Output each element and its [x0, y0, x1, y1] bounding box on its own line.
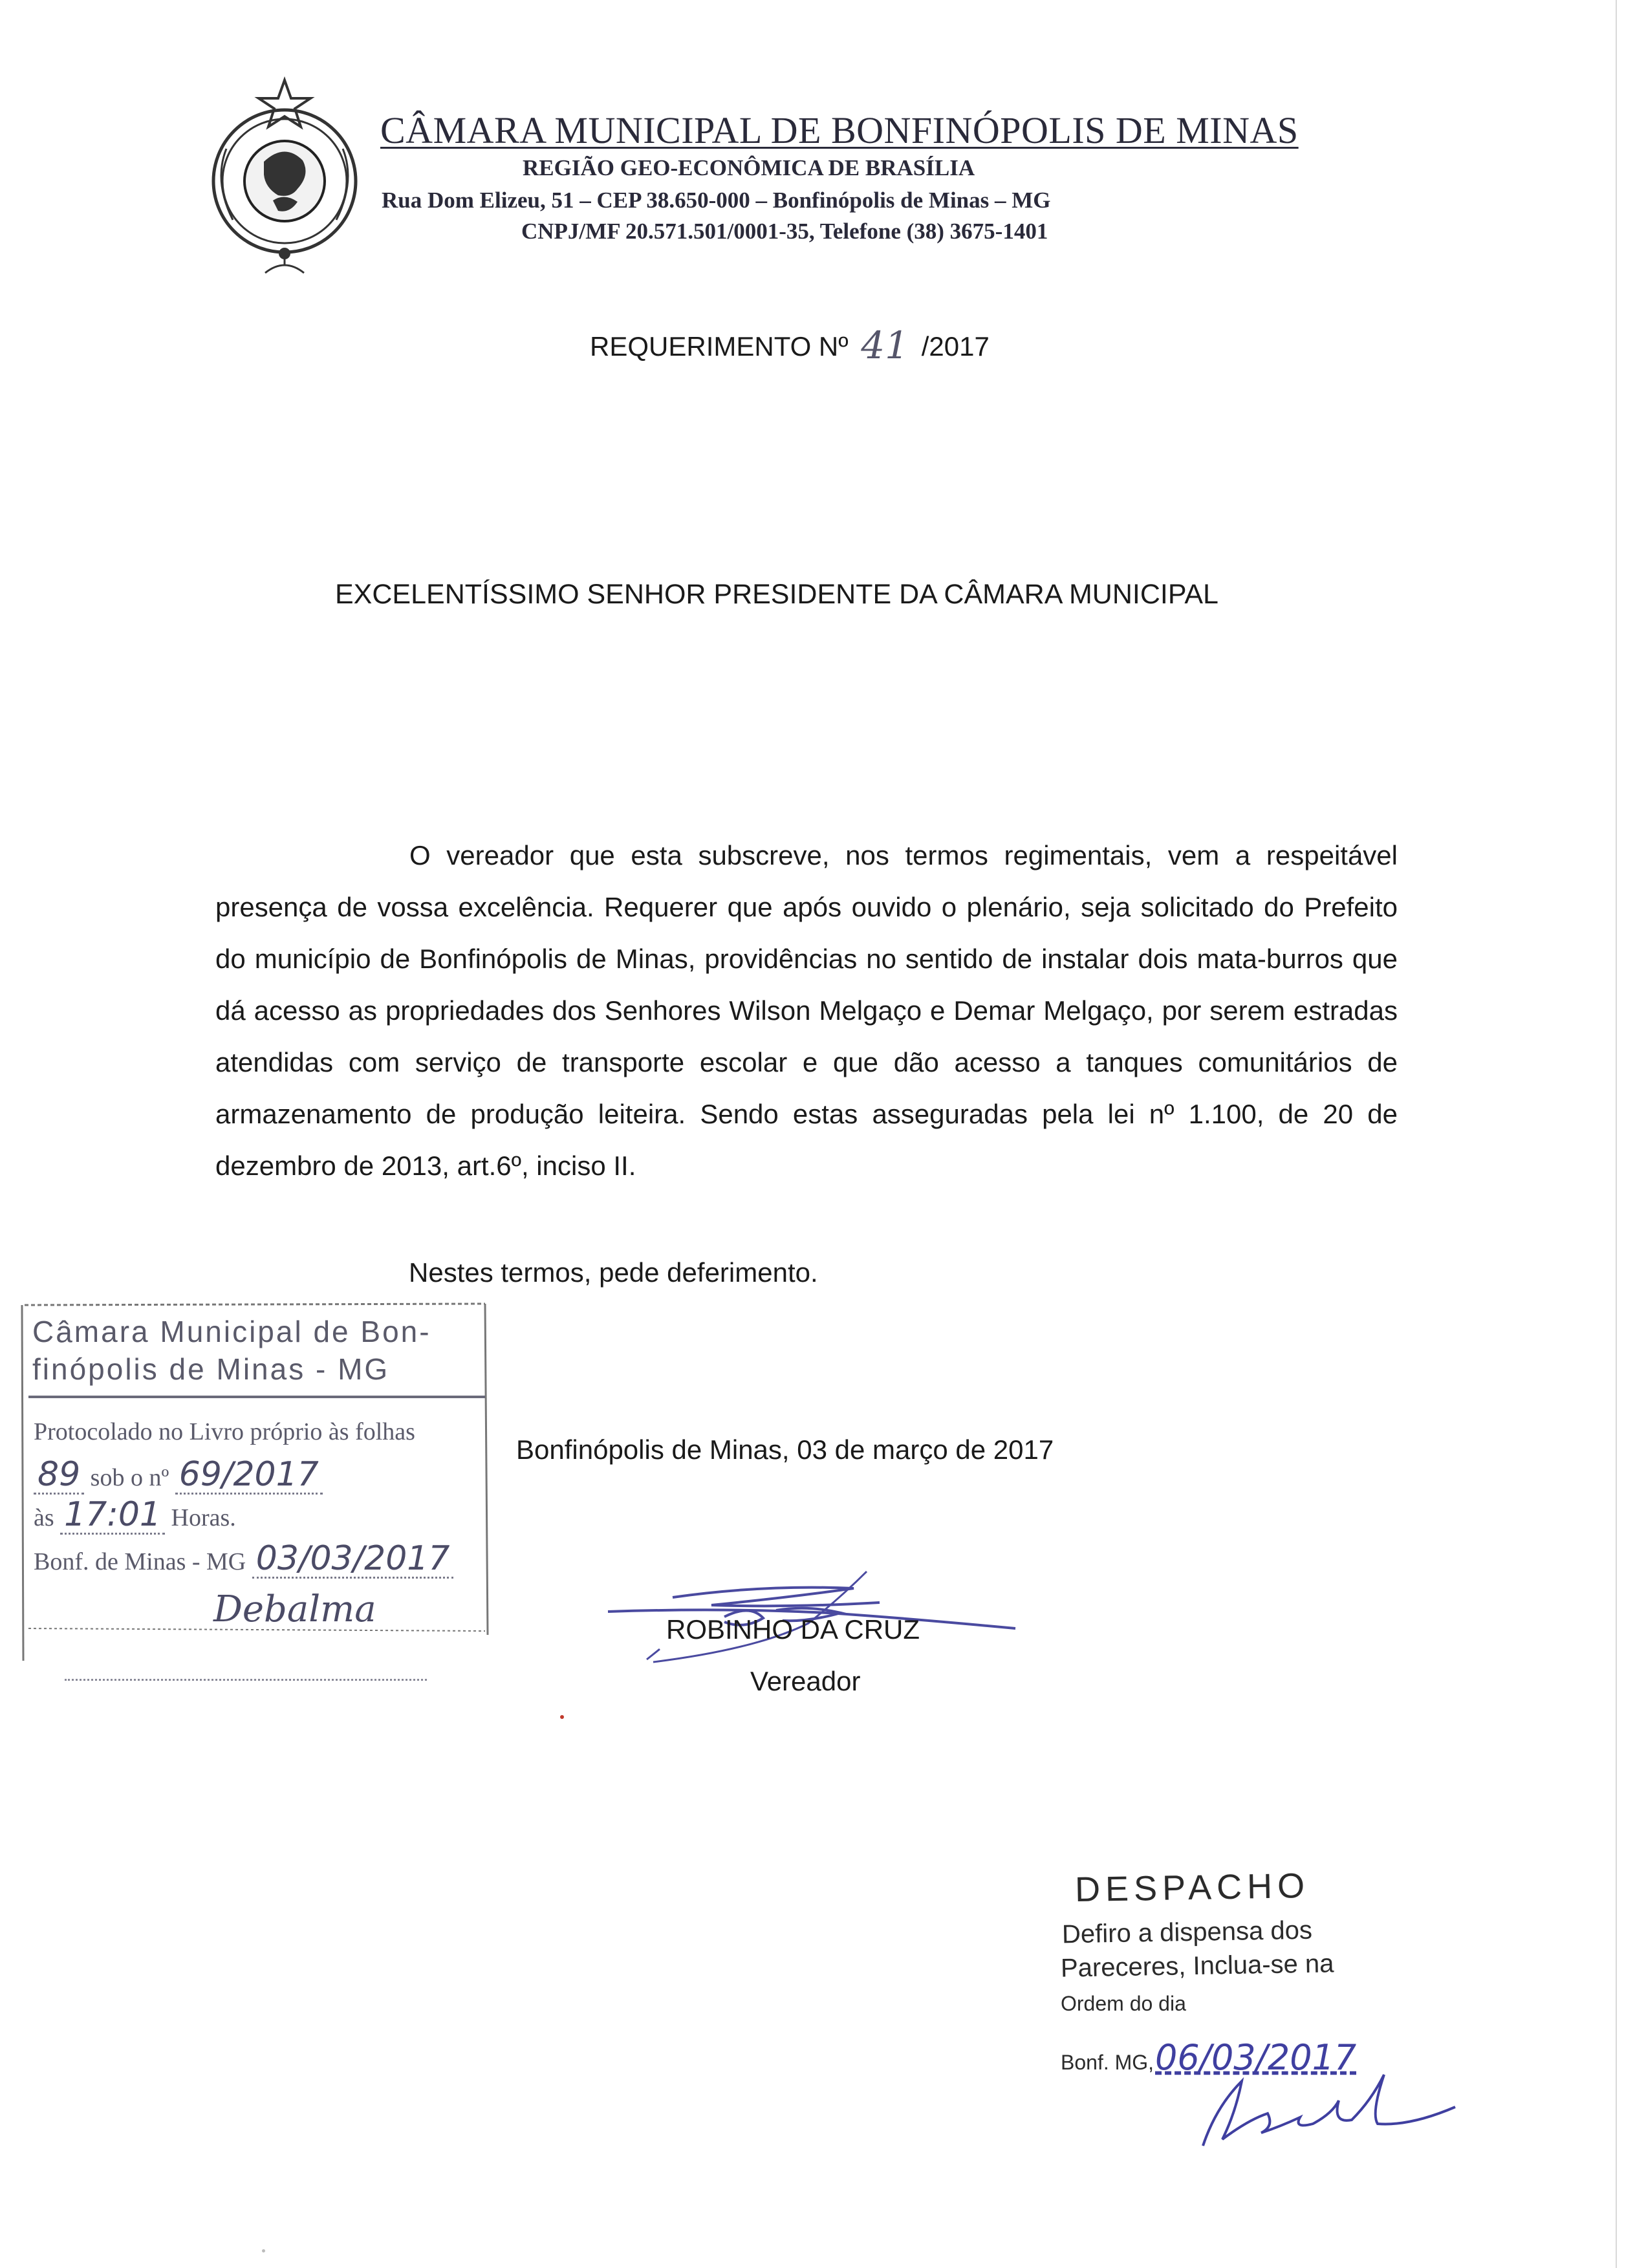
stamp-folhas-line [34, 1456, 323, 1495]
despacho-title: DESPACHO [1074, 1866, 1310, 1910]
despacho-line3: Ordem do dia [1061, 1992, 1186, 2015]
stamp-numero-value: 69/2017 [175, 1456, 323, 1495]
stamp-divider [28, 1396, 485, 1398]
ink-speck [262, 2249, 265, 2252]
despacho-date: 06/03/2017 [1155, 2037, 1357, 2078]
request-number-line [590, 323, 990, 367]
stamp-bonf-label: Bonf. de Minas - MG [34, 1548, 246, 1575]
despacho-signature [1177, 2062, 1462, 2159]
municipal-seal-icon [188, 71, 382, 278]
stamp-sob-label: sob o nº [90, 1464, 169, 1491]
request-year: /2017 [921, 331, 990, 362]
stamp-hora-line [34, 1496, 236, 1535]
stamp-bottom-rule [65, 1679, 427, 1681]
scan-edge [1616, 0, 1617, 2268]
despacho-line1: Defiro a dispensa dos [1061, 1916, 1313, 1949]
despacho-line2: Pareceres, Inclua-se na [1060, 1949, 1334, 1983]
stamp-date-value: 03/03/2017 [252, 1540, 454, 1579]
despacho-stamp [1061, 1855, 1475, 2165]
stamp-hora-value: 17:01 [60, 1496, 165, 1535]
stamp-folhas-value: 89 [34, 1456, 84, 1495]
salutation: EXCELENTÍSSIMO SENHOR PRESIDENTE DA CÂMARA MUNICIPAL [335, 579, 1218, 610]
stamp-title-line1: Câmara Municipal de Bon- [32, 1315, 431, 1348]
stamp-protocol-line: Protocolado no Livro próprio às folhas [34, 1418, 415, 1445]
stamp-title-line2: finópolis de Minas - MG [32, 1352, 390, 1386]
protocol-stamp [19, 1299, 492, 1661]
stamp-signature: Debalma [213, 1588, 376, 1630]
letterhead-region: REGIÃO GEO-ECONÔMICA DE BRASÍLIA [523, 155, 975, 180]
despacho-bonf-label: Bonf. MG, [1061, 2051, 1154, 2074]
signer-role: Vereador [750, 1666, 861, 1696]
request-label: REQUERIMENTO Nº [590, 331, 849, 362]
letterhead-title: CÂMARA MUNICIPAL DE BONFINÓPOLIS DE MINAS [380, 109, 1299, 151]
stamp-horas-label: Horas. [171, 1504, 236, 1531]
letterhead-address: Rua Dom Elizeu, 51 – CEP 38.650-000 – Bonfinópolis de Minas – MG [382, 188, 1051, 213]
place-and-date: Bonfinópolis de Minas, 03 de março de 2017 [516, 1434, 1054, 1465]
stamp-as-label: às [34, 1504, 54, 1531]
closing-line: Nestes termos, pede deferimento. [409, 1257, 818, 1288]
request-number-handwritten: 41 [861, 323, 909, 367]
request-body: O vereador que esta subscreve, nos termos regimentais, vem a respeitável presença de vossa excelência. Requerer que após ouvido o plenário, seja solicitado do Prefeito do município de Bonfinópolis de Minas, providências no sentido de instalar dois mata-burros que dá acesso as propriedades dos Senhores Wilson Melgaço e Demar Melgaço, por serem estradas atendidas com serviço de transporte escolar e que dão acesso a tanques comunitários de armazenamento de produção leiteira. Sendo estas asseguradas pela lei nº 1.100, de 20 de dezembro de 2013, art.6º, inciso II. [215, 840, 1398, 1181]
signer-name: ROBINHO DA CRUZ [666, 1614, 920, 1645]
stamp-date-line [34, 1540, 453, 1579]
ink-speck [560, 1715, 564, 1719]
letterhead-cnpj-phone: CNPJ/MF 20.571.501/0001-35, Telefone (38) 3675-1401 [521, 219, 1048, 244]
